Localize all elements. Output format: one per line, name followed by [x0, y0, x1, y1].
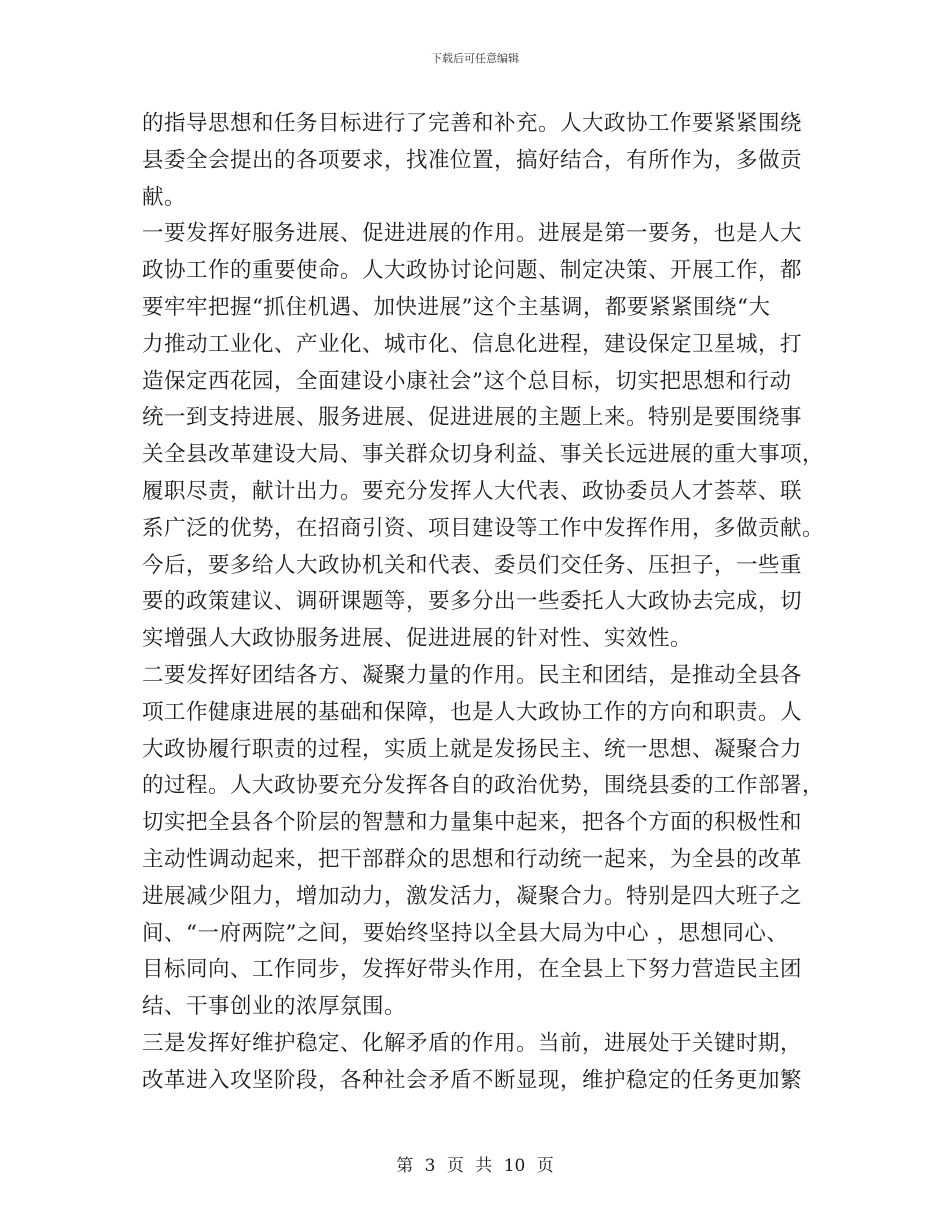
text-line: 关全县改革建设大局、事关群众切身利益、事关长远进展的重大事项， [142, 442, 825, 468]
text-line: 献。 [142, 184, 187, 210]
text-line: 改革进入攻坚阶段，各种社会矛盾不断显现，维护稳定的任务更加繁 [142, 1067, 803, 1093]
text-line: 的过程。人大政协要充分发挥各自的政治优势，围绕县委的工作部署， [142, 773, 825, 799]
text-line: 力推动工业化、产业化、城市化、信息化进程，建设保定卫星城，打 [142, 331, 803, 357]
page-footer: 第 3 页 共 10 页 [396, 1156, 554, 1176]
text-line: 三是发挥好维护稳定、化解矛盾的作用。当前，进展处于关键时期， [142, 1030, 803, 1056]
text-line: 政协工作的重要使命。人大政协讨论问题、制定决策、开展工作，都 [142, 258, 803, 284]
text-line: 一要发挥好服务进展、促进进展的作用。进展是第一要务，也是人大 [142, 221, 803, 247]
text-line: 要牢牢把握“抓住机遇、加快进展”这个主基调，都要紧紧围绕“大 [142, 294, 771, 320]
text-line: 二要发挥好团结各方、凝聚力量的作用。民主和团结，是推动全县各 [142, 662, 803, 688]
text-line: 大政协履行职责的过程，实质上就是发扬民主、统一思想、凝聚合力 [142, 736, 803, 762]
text-line: 项工作健康进展的基础和保障，也是人大政协工作的方向和职责。人 [142, 699, 803, 725]
text-line: 切实把全县各个阶层的智慧和力量集中起来，把各个方面的积极性和 [142, 810, 803, 836]
text-line: 今后，要多给人大政协机关和代表、委员们交任务、压担子，一些重 [142, 552, 803, 578]
text-line: 的指导思想和任务目标进行了完善和补充。人大政协工作要紧紧围绕 [142, 111, 803, 136]
text-line: 要的政策建议、调研课题等，要多分出一些委托人大政协去完成，切 [142, 589, 803, 615]
text-line: 实增强人大政协服务进展、促进进展的针对性、实效性。 [142, 626, 693, 652]
text-line: 主动性调动起来，把干部群众的思想和行动统一起来，为全县的改革 [142, 846, 803, 872]
document-body [142, 106, 825, 1100]
text-line: 间、“一府两院”之间，要始终坚持以全县大局为中心 ，思想同心、 [142, 920, 789, 946]
text-line: 结、干事创业的浓厚氛围。 [142, 994, 407, 1020]
page-header: 下载后可任意编辑 [431, 52, 519, 65]
text-line: 造保定西花园，全面建设小康社会”这个总目标，切实把思想和行动 [142, 368, 792, 394]
text-line: 履职尽责，献计出力。要充分发挥人大代表、政协委员人才荟萃、联 [142, 478, 803, 504]
text-line: 目标同向、工作同步，发挥好带头作用，在全县上下努力营造民主团 [142, 957, 803, 983]
text-line: 统一到支持进展、服务进展、促进进展的主题上来。特别是要围绕事 [142, 405, 803, 431]
text-line: 进展减少阻力，增加动力，激发活力，凝聚合力。特别是四大班子之 [142, 883, 803, 909]
text-line: 县委全会提出的各项要求，找准位置，搞好结合，有所作为，多做贡 [142, 147, 803, 173]
text-line: 系广泛的优势，在招商引资、项目建设等工作中发挥作用，多做贡献。 [142, 515, 825, 541]
